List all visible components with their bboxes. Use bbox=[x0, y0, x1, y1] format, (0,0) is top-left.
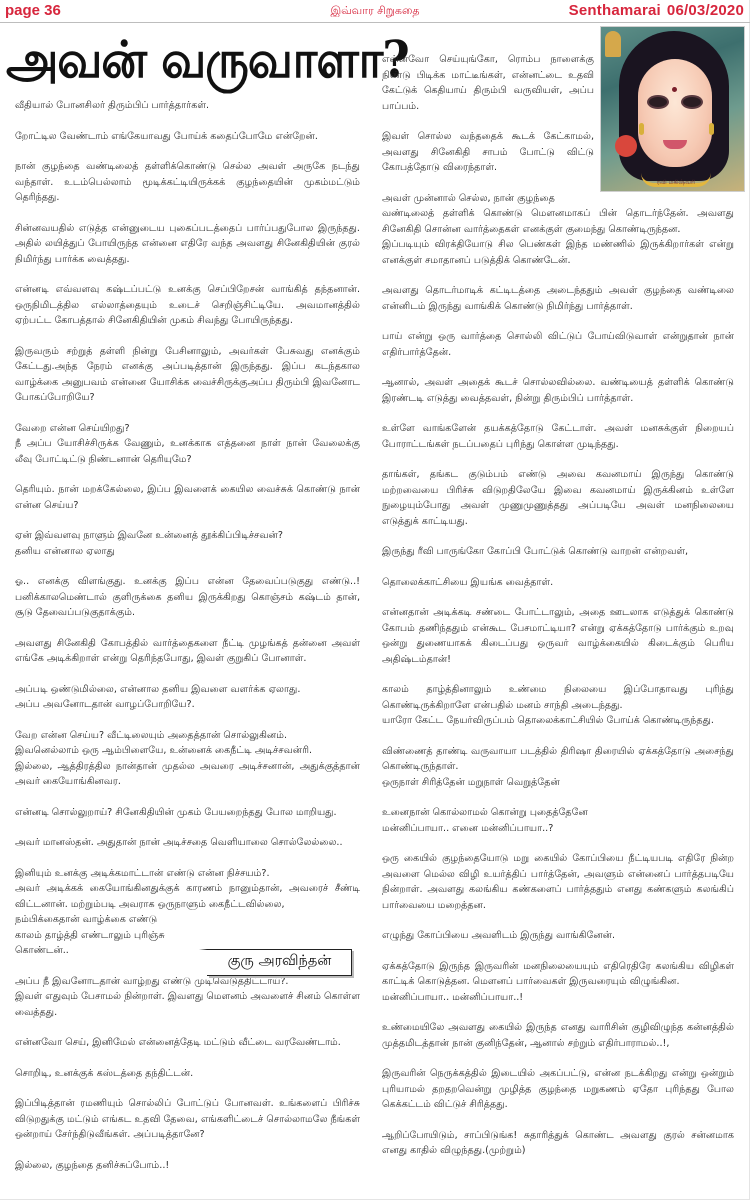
story-paragraph bbox=[15, 835, 360, 851]
story-paragraph bbox=[15, 528, 360, 559]
section-label: இவ்வார சிறுகதை bbox=[330, 4, 420, 17]
story-paragraph bbox=[382, 544, 734, 560]
paragraph-line: இவனெல்லாம் ஒரு ஆம்பிளையே, உன்னைக் கைநீட்டி அடிச்சவன்ரி. bbox=[15, 745, 313, 756]
story-paragraph bbox=[15, 1158, 360, 1174]
story-paragraph bbox=[382, 1066, 734, 1113]
paragraph-line: என்னதான் அடிக்கடி சண்டை போட்டாலும், அதை ஊடலாக எடுத்துக் கொண்டு கோபம் தணிந்ததும் என்கூட பேசமாட்டியா? என்று ஏக்கத்தோடு பார்க்கும் உறவு ஒன்று துணையாகக் கிடைப்பது ஒருவர் வாழ்க்கையில் கிடைக்கும் பெரிய அதிஷ்டம்தான்! bbox=[382, 607, 734, 665]
paragraph-line: தனிய என்னால ஏலாது bbox=[15, 545, 115, 557]
paragraph-line: ஓ.. எனக்கு விளங்குது. உனக்கு இப்ப என்ன தேவைப்படுகுது எண்டு..! பனிக்காலமெண்டால் குளிருக்கை தனிய இருக்கிறது கொஞ்சம் கஷ்டம் தான், சூடு தேவைப்படுகுதாக்கும். bbox=[15, 576, 360, 618]
story-paragraph bbox=[382, 129, 594, 176]
story-paragraph bbox=[382, 52, 594, 114]
story-paragraph bbox=[15, 282, 360, 329]
paragraph-line: வேற என்ன செய்ய? வீட்டிலையும் அதைத்தான் சொல்லுகினம். bbox=[15, 729, 288, 741]
paragraph-line: என்னடி எவ்வளவு கஷ்டப்பட்டு உனக்கு செப்பிறேசன் வாங்கித் தந்தனான். ஒருநிமிடத்தில எல்லாத்தையும் உடைச் செறிஞ்சிட்டியே. அவமானத்தில் ஏற்பட்ட கோபத்தால் சினேகிதியின் முகம் சிவந்து போயிருந்தது. bbox=[15, 284, 360, 326]
author-name: குரு அரவிந்தன் bbox=[227, 953, 332, 969]
story-paragraph bbox=[382, 1020, 734, 1051]
paragraph-line: உண்மையிலே அவளது கையில் இருந்த எனது வாரிசின் குழிவிழுந்த கன்னத்தில் முத்தமிடத்தான் நான் குனிந்தேன், ஆனால் சற்றும் எதிர்பாராமல்..!, bbox=[382, 1022, 734, 1049]
story-paragraph bbox=[382, 575, 734, 591]
story-paragraph bbox=[15, 482, 360, 513]
paragraph-line: நீ அப்ப யோசிச்சிருக்க வேணும், உனக்காக எத்தனை நாள் நான் வேலைக்கு லீவு போட்டிட்டு நிண்டனான் தெரியுமே? bbox=[15, 438, 360, 465]
paragraph-line: கொண்டன்.. bbox=[15, 945, 69, 956]
paragraph-line: இருவரின் நெருக்கத்தில் இடையில் அகப்பட்டு, என்ன நடக்கிறது என்று ஒன்றும் புரியாமல் தறதறவென்று முழித்த குழந்தை மறுகணம் ஏதோ புரிந்தது போல கெக்கட்டம் விட்டுச் சிரித்தது. bbox=[382, 1068, 734, 1110]
paragraph-line: நான் குழந்தை வண்டிலைத் தள்ளிக்கொண்டு செல்ல அவள் அருகே நடந்து வந்தாள். உடம்பெல்லாம் மூடிக்கட்டியிருக்கக் குழந்தையின் முகம்மட்டும் தெரிந்தது. bbox=[15, 161, 360, 203]
paragraph-line: அப்ப அவனோடதான் வாழப்போறியே?. bbox=[15, 699, 195, 710]
story-paragraph bbox=[382, 421, 734, 452]
story-paragraph bbox=[382, 467, 734, 529]
story-column-right bbox=[382, 52, 734, 1174]
story-paragraph bbox=[15, 728, 360, 790]
paragraph-line: இப்பிடித்தான் ரமணியும் சொல்லிப் போட்டுப் போனவள். உங்களைப் பிரிச்சு விடுறதுக்கு மட்டும் எங்கட உதவி தேவை, எங்களிட்டைச் சொல்லாமலே நீங்கள் ஒன்றாய் சேர்ந்திடுவீங்கள். அப்படித்தானே? bbox=[15, 1098, 360, 1140]
paragraph-line: மன்னிப்பாயா.. மன்னிப்பாயா..! bbox=[382, 991, 524, 1003]
paragraph-line: அவர் மானஸ்தன். அதுதான் நான் அடிச்சதை வெளியாலை சொல்லேல்லை.. bbox=[15, 837, 343, 848]
story-paragraph bbox=[382, 1128, 734, 1159]
story-paragraph bbox=[15, 159, 360, 206]
story-paragraph bbox=[15, 636, 360, 667]
paragraph-line: உனைநான் கொல்லாமல் கொன்று புதைத்தேனே bbox=[382, 807, 588, 818]
paragraph-line: அவளது சினேகிதி கோபத்தில் வார்த்தைகளை நீட்டி முழங்கத் தன்னை அவள் எங்கே அடிக்கிறாள் என்று தெரிந்தபோது, இவள் குறுகிப் போனாள். bbox=[15, 637, 360, 664]
paragraph-line: ஆறிப்போயிடும், சாப்பிடுங்க! சுதாரித்துக் கொண்ட அவளது குரல் சன்னமாக எனது காதில் விழுந்தது.(முற்றும்) bbox=[382, 1129, 734, 1156]
paragraph-line: அவளது தொடர்மாடிக் கட்டிடத்தை அடைந்ததும் அவள் குழந்தை வண்டிலை என்னிடம் இருந்து வாங்கிக் கொண்டு நிமிர்ந்து பார்த்தாள். bbox=[382, 285, 734, 312]
paragraph-line: சின்னவயதில் எடுத்த என்னுடைய புகைப்படத்தைப் பார்ப்பதுபோல இருந்தது. அதில் லயித்துப் போயிருந்த என்னை எதிரே வந்த அவளது சினேகிதியின் குரல் நிமிர்ந்து பார்க்க வைத்தது. bbox=[15, 222, 360, 265]
story-paragraph bbox=[382, 605, 734, 667]
story-paragraph bbox=[382, 928, 734, 944]
paragraph-line: இருந்து ரீவி பாருங்கோ கோப்பி போட்டுக் கொண்டு வாறன் என்றவள், bbox=[382, 546, 689, 557]
story-paragraph bbox=[15, 1096, 360, 1143]
paragraph-line: யாரோ கேட்ட நேயர்விருப்பம் தொலைக்காட்சியில் போய்க் கொண்டிருந்தது. bbox=[382, 715, 714, 726]
paragraph-line: மன்னிப்பாயா.. எனை மன்னிப்பாயா..? bbox=[382, 822, 554, 834]
paragraph-line: வண்டிலைத் தள்ளிக் கொண்டு மௌனமாகப் பின் தொடர்ந்தேன். அவளது சினேகிதி சொன்ன வார்த்தைகள் எனக்குள் குமைந்து கொண்டிருந்தன. bbox=[382, 208, 734, 235]
paragraph-line: ஏக்கத்தோடு இருந்த இருவரின் மனநிலையையும் எதிரெதிரே கலங்கிய விழிகள் காட்டிக் கொடுத்தன. மௌனப் பார்வைகள் இருவரையும் விழுங்கின. bbox=[382, 960, 734, 987]
paragraph-line: என்னவோ செய், இனிமேல் என்னைத்தேடி மட்டும் வீட்டை வரவேண்டாம். bbox=[15, 1037, 341, 1048]
story-paragraph bbox=[15, 129, 360, 145]
story-paragraph bbox=[15, 221, 360, 268]
story-paragraph bbox=[382, 744, 734, 791]
paragraph-line: நம்பிக்கைதான் வாழ்க்கை எண்டு bbox=[15, 914, 158, 925]
story-paragraph bbox=[15, 1035, 360, 1051]
story-paragraph bbox=[15, 1066, 360, 1082]
paragraph-line: ஒருநாள் சிரித்தேன் மறுநாள் வெறுத்தேன் bbox=[382, 776, 560, 788]
paragraph-line: அப்ப நீ இவனோடதான் வாழ்றது எண்டு முடிவெடுத்திட்டாய்?. bbox=[15, 975, 289, 987]
paragraph-line: றோட்டில வேண்டாம் எங்கேயாவது போய்க் கதைப்போமே என்றேன். bbox=[15, 130, 318, 142]
paragraph-line: எழுந்து கோப்பியை அவளிடம் இருந்து வாங்கினேன். bbox=[382, 930, 615, 941]
story-paragraph bbox=[15, 421, 360, 468]
illustration-caption: ரவி மகிஷ்வரி bbox=[656, 179, 696, 186]
story-paragraph bbox=[15, 344, 360, 406]
paragraph-line: இவள் எதுவும் பேசாமல் நின்றாள். இவளது மௌனம் அவளைச் சினம் கொள்ள வைத்தது. bbox=[15, 991, 360, 1018]
story-paragraph bbox=[15, 682, 360, 713]
paragraph-line: என்னடி சொல்லுறாய்? சினேகிதியின் முகம் பேயறைந்தது போல மாறியது. bbox=[15, 806, 337, 818]
paragraph-line: ஒரு கையில் குழந்தையோடு மறு கையில் கோப்பியை நீட்டியபடி எதிரே நின்ற அவளை மெல்ல விழி உயர்த்திப் பார்த்தேன், அவளும் என்னைப் பார்த்தபடியே நின்றாள். அவளது கலங்கிய கண்களைப் பார்த்ததும் எனது கண்களும் கலங்கிப் பார்வையை மறைத்தன. bbox=[382, 853, 734, 911]
story-paragraph bbox=[382, 805, 734, 836]
paragraph-line: காலம் தாழ்த்தினாலும் உண்மை நிலையை இப்போதாவது புரிந்து கொண்டிருக்கிறாளே என்பதில் மனம் சாந்தி அடைந்தது. bbox=[382, 684, 734, 711]
paragraph-line: வேறை என்ன செய்யிறது? bbox=[15, 422, 130, 434]
paragraph-line: ஏன் இவ்வளவு நாளும் இவனே உன்னைத் தூக்கிப்பிடிச்சவன்? bbox=[15, 530, 283, 541]
story-paragraph bbox=[382, 959, 734, 1006]
story-paragraph bbox=[382, 375, 734, 406]
paragraph-line: தாங்கள், தங்கட குடும்பம் எண்டு அவை கவனமாய் இருந்து கொண்டு மற்றவையை பிரிச்சு விடுறதிலேயே இவை கவனமாய் இருக்கினம் உள்ளே நுழையும்போது அவள் முணுமுணுத்தது அப்படியே அவள் மனநிலையை எடுத்துக் காட்டியது. bbox=[382, 469, 734, 527]
paragraph-line: என்னவோ செய்யுங்கோ, ரொம்ப நாளைக்கு நிண்டு பிடிக்க மாட்டீங்கள், என்னட்டை உதவி கேட்டுக் கெதியாய் திரும்பி வருவியள், அப்ப பாப்பம். bbox=[382, 54, 594, 112]
story-paragraph bbox=[15, 866, 360, 959]
story-column-left bbox=[15, 98, 360, 1188]
paragraph-line: இனியும் உனக்கு அடிக்கமாட்டான் எண்டு என்ன நிச்சயம்?. bbox=[15, 867, 270, 879]
paragraph-line: வீதியால் போனசிலர் திரும்பிப் பார்த்தார்கள். bbox=[15, 100, 210, 111]
story-title: அவன் வருவாளா? bbox=[6, 30, 409, 90]
paragraph-line: சொறிடி, உனக்குக் கஸ்டத்தை தந்திட்டன். bbox=[15, 1067, 194, 1079]
paragraph-line: இப்படியும் விரக்தியோடு சில பெண்கள் இந்த மண்ணில் இருக்கிறார்கள் என்று எனக்குள் சமாதானப் படுத்திக் கொண்டேன். bbox=[382, 239, 734, 266]
paragraph-line: உள்ளே வாங்களேன் தயக்கத்தோடு கேட்டாள். அவள் மனசுக்குள் நிறையப் போராட்டங்கள் நடப்பதைப் புரிந்து கொள்ள முடிந்தது. bbox=[382, 423, 734, 450]
page-header bbox=[0, 0, 750, 23]
paragraph-line: இல்லை, குழந்தை தனிச்சுப்போம்..! bbox=[15, 1159, 170, 1171]
paragraph-line: விண்ணைத் தாண்டி வருவாயா படத்தில் திரிஷா திரையில் ஏக்கத்தோடு அசைந்து கொண்டிருந்தாள். bbox=[382, 745, 734, 772]
magazine-name: Senthamarai bbox=[568, 2, 661, 19]
paragraph-line: இருவரும் சற்றுத் தள்ளி நின்று பேசினாலும், அவர்கள் பேசுவது எனக்கும் கேட்டது.அந்த நேரம் எனக்கு அப்படித்தான் இருந்தது. இப்ப கடந்தகால வாழ்க்கை அனுபவம் என்னை யோசிக்க வைச்சிருக்குஅப்ப திரும்பி இவனோட போகப்போறியே? bbox=[15, 345, 360, 403]
story-paragraph bbox=[382, 329, 734, 360]
story-paragraph bbox=[382, 191, 734, 269]
story-paragraph bbox=[382, 283, 734, 314]
story-paragraph bbox=[382, 682, 734, 729]
paragraph-line: காலம் தாழ்த்தி எண்டாலும் புரிஞ்சு bbox=[15, 929, 165, 941]
author-byline-box bbox=[207, 949, 352, 976]
paragraph-line: இவள் சொல்ல வந்ததைக் கூடக் கேட்காமல், அவளது சினேகிதி சாபம் போட்டு விட்டு கோபத்தோடு விரைந்தாள். bbox=[382, 131, 594, 173]
paragraph-line: இல்லை, ஆத்திரத்தில நான்தான் முதல்ல அவரை அடிச்சனான், அதுக்குத்தான் அவர் கையோங்கினவர. bbox=[15, 760, 360, 787]
paragraph-line: தெரியும். நான் மறக்கேல்லை, இப்ப இவளைக் கையில வைச்சுக் கொண்டு நான் என்ன செய்ய? bbox=[15, 484, 360, 511]
issue-date: 06/03/2020 bbox=[666, 2, 744, 19]
paragraph-line: அப்படி ஒண்டுமில்லை, என்னால தனிய இவளை வளர்க்க ஏலாது. bbox=[15, 683, 301, 695]
story-paragraph bbox=[382, 851, 734, 913]
paragraph-line: தொலைக்காட்சியை இயங்க வைத்தாள். bbox=[382, 576, 554, 588]
paragraph-line: அவர் அடிக்கக் கையோங்கினதுக்குக் காரணம் நானும்தான், அவரைச் சீண்டி விட்டனான். மற்றும்படி அவராக ஒருநாளும் கைநீட்டவில்லை, bbox=[15, 883, 360, 910]
paragraph-line: அவள் முன்னால் செல்ல, நான் குழந்தை bbox=[382, 192, 555, 204]
page-number: page 36 bbox=[5, 2, 61, 19]
story-paragraph bbox=[15, 805, 360, 821]
paragraph-line: பாய் என்று ஒரு வார்த்தை சொல்லி விட்டுப் போய்விடுவாள் என்றுதான் நான் எதிர்பார்த்தேன். bbox=[382, 331, 734, 358]
paragraph-line: ஆனால், அவள் அதைக் கூடச் சொல்லவில்லை. வண்டியைத் தள்ளிக் கொண்டு இரண்டடி எடுத்து வைத்தவள், நின்று திரும்பிப் பார்த்தாள். bbox=[382, 377, 734, 404]
story-paragraph bbox=[15, 98, 360, 114]
story-paragraph bbox=[15, 574, 360, 621]
story-paragraph bbox=[15, 974, 360, 1021]
magazine-masthead bbox=[569, 2, 744, 19]
